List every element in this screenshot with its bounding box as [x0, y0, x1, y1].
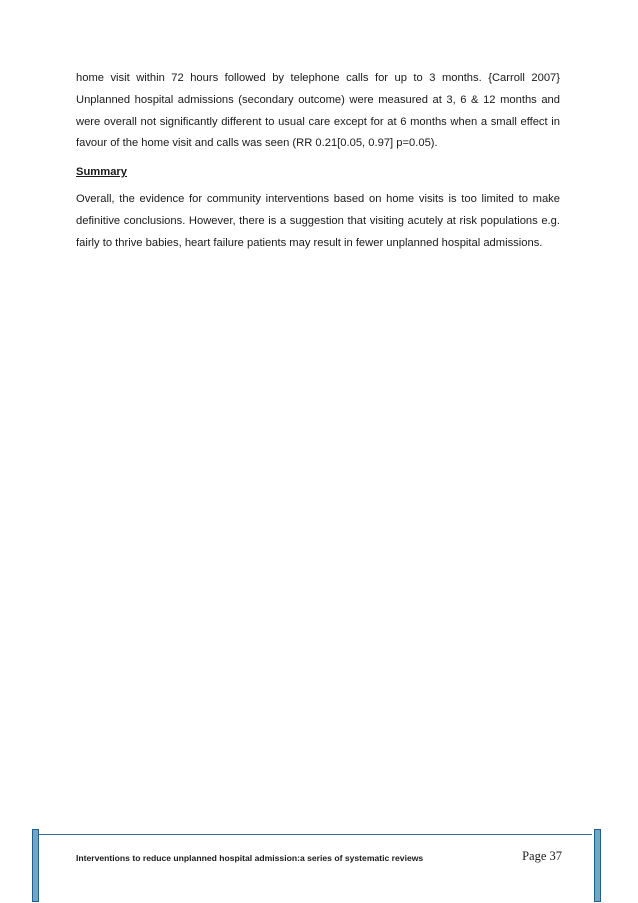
paragraph-summary: Overall, the evidence for community interventions based on home visits is too limited to make definitive conclusions. However, there is a suggestion that visiting acutely at risk populations e.g. fairly to thrive babies, heart failure patients may result in fewer unplanned hospital admissions. [76, 193, 560, 249]
page-number: Page 37 [522, 849, 562, 863]
body-text [76, 68, 560, 255]
footer-right-bar [594, 829, 601, 902]
paragraph-home-visit-results: home visit within 72 hours followed by telephone calls for up to 3 months. {Carroll 2007} Unplanned hospital admissions (secondary outcome) were measured at 3, 6 & 12 months and were overall not significantly different to usual care except for at 6 months when a small effect in favour of the home visit and calls was seen (RR 0.21[0.05, 0.97] p=0.05). [76, 72, 560, 150]
footer-title: Interventions to reduce unplanned hospital admission:a series of systematic reviews [76, 853, 424, 863]
footer-rule [32, 834, 592, 835]
footer-left-bar [32, 829, 39, 902]
summary-heading: Summary [76, 166, 127, 179]
